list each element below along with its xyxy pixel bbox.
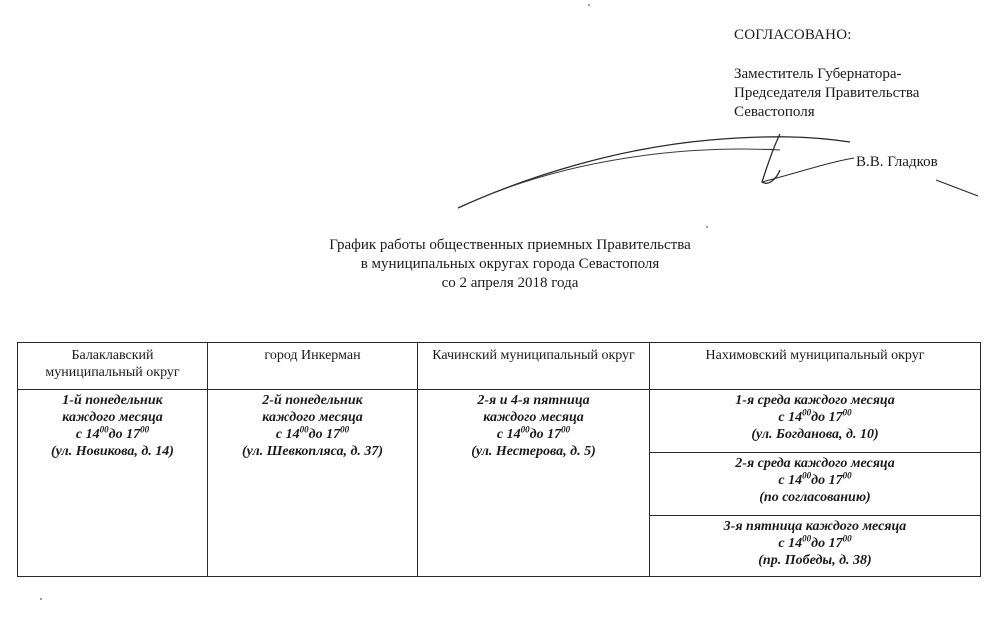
column-header-nakhimov: Нахимовский муниципальный округ	[650, 343, 981, 390]
table-header-row	[18, 343, 981, 390]
nakhimov-2-day: 2-я среда каждого месяца	[735, 456, 895, 471]
table-row	[18, 390, 981, 453]
inkerman-day-line-2: каждого месяца	[262, 410, 363, 425]
schedule-table	[17, 342, 981, 577]
balaklava-day-line-2: каждого месяца	[62, 410, 163, 425]
kacha-time: с $14^{00}до$ $17^{00}$	[496, 424, 571, 442]
balaklava-address: (ул. Новикова, д. 14)	[51, 444, 174, 459]
kacha-address: (ул. Нестерова, д. 5)	[471, 444, 596, 459]
heading-line-2: в муниципальных округах города Севастополя	[360, 256, 660, 272]
approval-title: СОГЛАСОВАНО:	[734, 27, 852, 43]
document-heading	[230, 236, 790, 293]
inkerman-day-line-1: 2-й понедельник	[262, 393, 363, 408]
cell-nakhimov-2	[650, 453, 981, 516]
balaklava-time: с $14^{00}до$ $17^{00}$	[75, 424, 150, 442]
nakhimov-1-day: 1-я среда каждого месяца	[735, 393, 895, 408]
nakhimov-2-address: (по согласованию)	[759, 490, 871, 505]
nakhimov-1-address: (ул. Богданова, д. 10)	[751, 427, 879, 442]
inkerman-address: (ул. Шевкопляса, д. 37)	[241, 444, 384, 459]
approval-signer-name: В.В. Гладков	[856, 154, 938, 170]
heading-line-3: со 2 апреля 2018 года	[441, 275, 579, 291]
kacha-day-line-1: 2-я и 4-я пятница	[477, 393, 590, 408]
cell-kacha	[418, 390, 650, 577]
approval-position-line-3: Севастополя	[734, 104, 815, 120]
scan-speck	[706, 226, 708, 228]
nakhimov-3-address: (пр. Победы, д. 38)	[758, 553, 872, 568]
nakhimov-3-day: 3-я пятница каждого месяца	[723, 519, 907, 534]
cell-nakhimov-1	[650, 390, 981, 453]
approval-position-line-2: Председателя Правительства	[734, 85, 920, 101]
nakhimov-1-time: с $14^{00}до$ $17^{00}$	[778, 407, 852, 425]
cell-nakhimov-3	[650, 516, 981, 577]
approval-position-line-1: Заместитель Губернатора-	[734, 66, 902, 82]
approval-block	[734, 26, 919, 122]
nakhimov-3-time: с $14^{00}до$ $17^{00}$	[778, 533, 852, 551]
column-header-inkerman: город Инкерман	[208, 343, 418, 390]
kacha-day-line-2: каждого месяца	[483, 410, 584, 425]
inkerman-time: с $14^{00}до$ $17^{00}$	[275, 424, 350, 442]
balaklava-day-line-1: 1-й понедельник	[62, 393, 163, 408]
scan-speck	[588, 4, 590, 6]
nakhimov-2-time: с $14^{00}до$ $17^{00}$	[778, 470, 852, 488]
cell-balaklava	[18, 390, 208, 577]
heading-line-1: График работы общественных приемных Правительства	[329, 237, 691, 253]
column-header-balaklava: Балаклавский муниципальный округ	[18, 343, 208, 390]
cell-inkerman	[208, 390, 418, 577]
column-header-kacha: Качинский муниципальный округ	[418, 343, 650, 390]
scan-speck	[40, 598, 42, 600]
